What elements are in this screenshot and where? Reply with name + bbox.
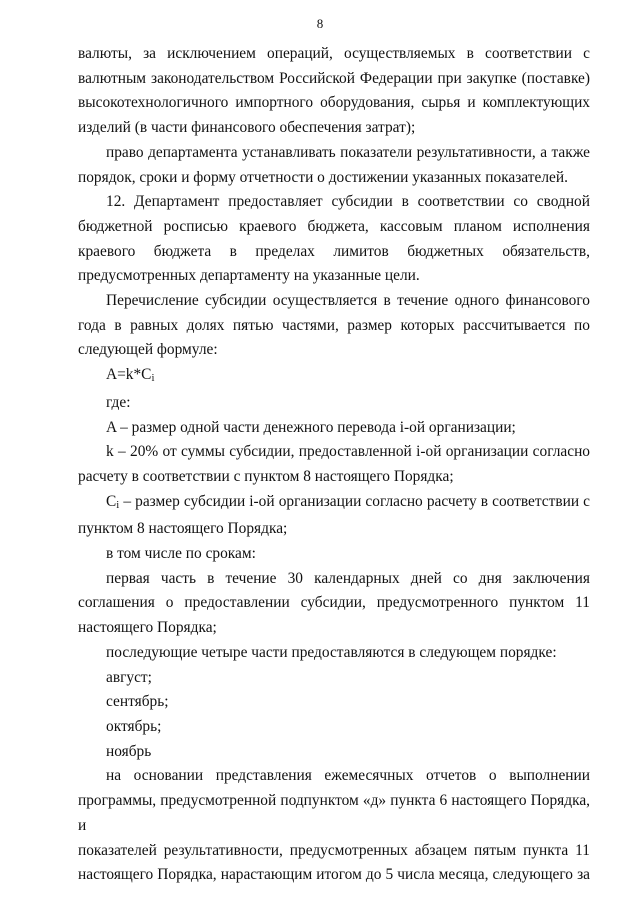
where-label: где: — [106, 393, 131, 411]
ci-text: – размер субсидии i-ой организации согласно расчету в соответствии с — [119, 492, 590, 510]
schedule-label: в том числе по срокам: — [106, 545, 256, 563]
text-line: порядок, сроки и форму отчетности о достижении указанных показателей. — [78, 168, 568, 186]
text-line: k – 20% от суммы субсидии, предоставленной i-ой организации согласно — [106, 443, 590, 461]
text-line: соглашения о предоставлении субсидии, предусмотренного пунктом 11 — [78, 594, 590, 612]
paragraph — [78, 42, 590, 141]
paragraph — [78, 289, 590, 363]
ci-subscript: i — [116, 498, 120, 511]
text-line: на основании представления ежемесячных отчетов о выполнении — [106, 767, 590, 785]
text-line: первая часть в течение 30 календарных дней со дня заключения — [106, 569, 590, 587]
document-body — [78, 42, 590, 888]
text-line: настоящего Порядка; — [78, 619, 217, 637]
text-line: показателей результативности, предусмотренных абзацем пятым пункта 11 — [78, 841, 590, 859]
text-line: пунктом 8 настоящего Порядка; — [78, 520, 288, 538]
text-line: программы, предусмотренной подпунктом «д» пункта 6 настоящего Порядка, и — [78, 792, 590, 834]
text-line: предусмотренных департаменту на указанные цели. — [78, 267, 420, 285]
text-line: изделий (в части финансового обеспечения затрат); — [78, 119, 416, 137]
page-number: 8 — [316, 16, 324, 31]
text-line: высокотехнологичного импортного оборудования, сырья и комплектующих — [78, 94, 590, 112]
month-item: ноябрь — [106, 742, 152, 760]
text-line: валюты, за исключением операций, осуществляемых в соответствии с — [78, 45, 590, 62]
formula-text: A=k*C — [106, 366, 152, 384]
definition-k — [78, 440, 590, 489]
month-item: октябрь; — [106, 717, 162, 735]
ci-symbol: C — [106, 492, 117, 510]
text-line: краевого бюджета в пределах лимитов бюджетных обязательств, — [78, 242, 590, 260]
paragraph — [78, 567, 590, 641]
text-line: валютным законодательством Российской Федерации при закупке (поставке) — [78, 69, 590, 87]
text-line: расчету в соответствии с пунктом 8 настоящего Порядка; — [78, 467, 454, 485]
paragraph — [78, 141, 590, 190]
text-line: следующей формуле: — [78, 341, 218, 359]
text-line: 12. Департамент предоставляет субсидии в соответствии со сводной — [106, 193, 590, 211]
formula — [78, 363, 590, 391]
paragraph — [78, 764, 590, 888]
text-line: бюджетной росписью краевого бюджета, кассовым планом исполнения — [78, 217, 590, 235]
text-line: года в равных долях пятью частями, размер которых рассчитывается по — [78, 316, 590, 334]
month-item: август; — [106, 668, 152, 686]
text-line: Перечисление субсидии осуществляется в течение одного финансового — [106, 292, 590, 310]
text-line — [78, 490, 590, 518]
formula-subscript: i — [151, 372, 155, 385]
paragraph — [78, 190, 590, 289]
definition-a: A – размер одной части денежного перевода i-ой организации; — [106, 418, 516, 436]
definition-ci — [78, 490, 590, 542]
paragraph: последующие четыре части предоставляются в следующем порядке: — [106, 643, 557, 661]
month-item: сентябрь; — [106, 693, 169, 711]
text-line: настоящего Порядка, нарастающим итогом до 5 числа месяца, следующего за — [78, 866, 590, 884]
text-line: право департамента устанавливать показатели результативности, а также — [106, 143, 590, 161]
